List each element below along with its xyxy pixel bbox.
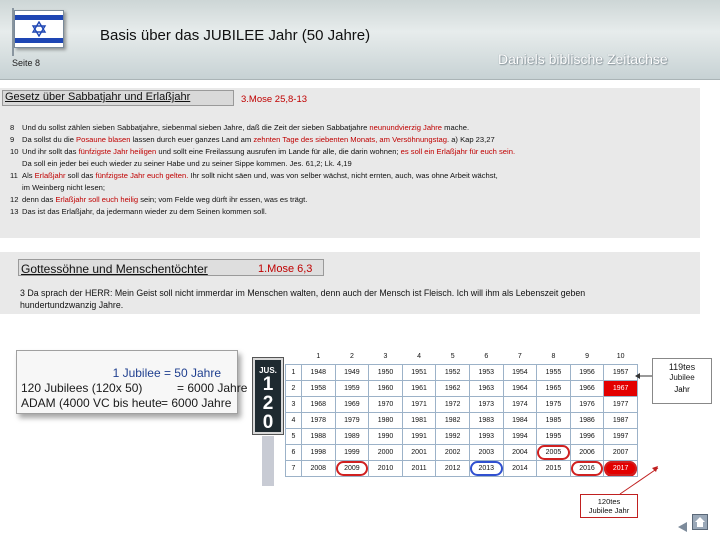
year-cell: 2010 [369, 461, 403, 477]
year-cell: 1989 [335, 429, 369, 445]
year-cell: 1957 [604, 365, 638, 381]
verse-text: und sollt eine Freilassung ausrufen im Lande für alle, die darin wohnen; [156, 147, 401, 156]
table-header-row [286, 349, 638, 365]
year-cell: 1980 [369, 413, 403, 429]
year-cell: 2003 [469, 445, 503, 461]
year-cell: 2007 [604, 445, 638, 461]
adam-line [21, 396, 232, 410]
verse-highlight: fünfzigste Jahr euch gelten. [95, 171, 189, 180]
year-cell: 2012 [436, 461, 470, 477]
jubilee-120-right: = 6000 Jahre [177, 381, 248, 395]
column-header: 4 [402, 349, 436, 365]
year-cell: 1996 [570, 429, 604, 445]
year-cell: 1971 [402, 397, 436, 413]
jubilee-summary-box [16, 350, 248, 414]
table-row [286, 429, 638, 445]
verse-number: 8 [10, 123, 15, 132]
law-reference: 3.Mose 25,8-13 [241, 94, 308, 105]
year-cell: 1999 [335, 445, 369, 461]
jubilee-120-line [21, 381, 248, 395]
verse-text: Als [22, 171, 35, 180]
verse-line [10, 135, 495, 144]
year-cell: 1960 [369, 381, 403, 397]
verse-text: im Weinberg nicht lesen; [22, 183, 106, 192]
law-panel [0, 88, 700, 238]
verse-line [10, 123, 469, 132]
year-cell: 1997 [604, 429, 638, 445]
sign-post [262, 436, 274, 486]
year-cell: 2015 [537, 461, 571, 477]
sons-text-line-2: hundertundzwanzig Jahre. [20, 300, 124, 310]
verse-text: lassen durch euer ganzes Land am [130, 135, 254, 144]
verse-text: Da soll ein jeder bei euch wieder zu seiner Habe und zu seiner Sippe kommen. Jes. 61,2; Lk. 4,19 [22, 159, 352, 168]
year-cell: 1981 [402, 413, 436, 429]
callout-119-title: 119tes [668, 362, 696, 372]
year-cell: 1952 [436, 365, 470, 381]
year-cell: 1972 [436, 397, 470, 413]
column-header: 10 [604, 349, 638, 365]
year-cell: 2013 [469, 461, 503, 477]
verse-number: 13 [10, 207, 19, 216]
year-cell: 1961 [402, 381, 436, 397]
arrow-up-icon [600, 466, 660, 496]
year-cell: 1968 [302, 397, 336, 413]
verse-line [10, 171, 498, 180]
column-header: 3 [369, 349, 403, 365]
verse-highlight: fünfzigste Jahr heiligen [78, 147, 157, 156]
year-cell: 2011 [402, 461, 436, 477]
row-label: 3 [286, 397, 302, 413]
year-cell: 1966 [570, 381, 604, 397]
table-corner [286, 349, 302, 365]
callout-119-label-2: Jahr [674, 385, 690, 394]
column-header: 9 [570, 349, 604, 365]
verse-highlight: neunundvierzig Jahre [369, 123, 443, 132]
page-subtitle: Daniels biblische Zeitachse [498, 51, 668, 67]
jubilee-120-left: 120 Jubilees (120x 50) [21, 381, 143, 395]
verse-line [10, 183, 105, 192]
year-cell: 1988 [302, 429, 336, 445]
row-label: 6 [286, 445, 302, 461]
row-label: 5 [286, 429, 302, 445]
year-cell: 1954 [503, 365, 537, 381]
year-cell: 1985 [537, 413, 571, 429]
year-cell: 1951 [402, 365, 436, 381]
year-cell: 1991 [402, 429, 436, 445]
year-cell: 1964 [503, 381, 537, 397]
verse-highlight: zehnten Tage des siebenten Monats, am Versöhnungstag [253, 135, 447, 144]
sons-reference: 1.Mose 6,3 [258, 263, 313, 275]
adam-right: = 6000 Jahre [161, 396, 232, 410]
year-cell: 1982 [436, 413, 470, 429]
jubilee-definition: 1 Jubilee = 50 Jahre [112, 366, 221, 380]
year-cell: 1950 [369, 365, 403, 381]
verse-number: 12 [10, 195, 19, 204]
callout-119-label: Jubilee [669, 373, 695, 382]
column-header: 7 [503, 349, 537, 365]
table-row [286, 445, 638, 461]
year-cell: 1963 [469, 381, 503, 397]
year-cell: 1987 [604, 413, 638, 429]
verse-text: soll das [65, 171, 96, 180]
jubilee-120-callout [580, 494, 638, 518]
jubilee-sign-digit: 0 [262, 412, 274, 433]
year-cell: 1969 [335, 397, 369, 413]
year-cell: 1977 [604, 397, 638, 413]
year-cell: 2001 [402, 445, 436, 461]
sons-text-line-1: 3 Da sprach der HERR: Mein Geist soll nicht immerdar im Menschen walten, denn auch der Mensch ist Fleisch. Ich will ihm als Lebenszeit geben [20, 288, 586, 298]
year-cell: 1967 [604, 381, 638, 397]
row-label: 1 [286, 365, 302, 381]
table-row [286, 397, 638, 413]
year-cell: 2005 [537, 445, 571, 461]
table-row [286, 413, 638, 429]
year-cell: 1998 [302, 445, 336, 461]
verse-highlight: Erlaßjahr [34, 171, 66, 180]
column-header: 8 [537, 349, 571, 365]
year-cell: 1955 [537, 365, 571, 381]
verse-text: Ihr sollt nicht säen und, was von selber wächst, nicht ernten, auch, was ohne Arbeit wächst, [188, 171, 498, 180]
table-row [286, 381, 638, 397]
year-cell: 2009 [335, 461, 369, 477]
row-label: 2 [286, 381, 302, 397]
year-cell: 1992 [436, 429, 470, 445]
verse-number: 10 [10, 147, 19, 156]
verse-line [10, 207, 267, 216]
year-cell: 1978 [302, 413, 336, 429]
verse-text: Und ihr sollt das [22, 147, 79, 156]
jubilee-sign-label: JUS. [259, 366, 277, 375]
year-cell: 1949 [335, 365, 369, 381]
verse-text: Das ist das Erlaßjahr, da jedermann wieder zu dem Seinen kommen soll. [22, 207, 267, 216]
verse-highlight: Posaune blasen [76, 135, 131, 144]
verse-highlight: es soll ein Erlaßjahr für euch sein. [400, 147, 516, 156]
year-cell: 2016 [570, 461, 604, 477]
verse-text: . a) Kap 23,27 [446, 135, 495, 144]
year-cell: 1975 [537, 397, 571, 413]
verse-number: 9 [10, 135, 15, 144]
year-cell: 1995 [537, 429, 571, 445]
year-cell: 2006 [570, 445, 604, 461]
jubilee-year-table [285, 348, 638, 477]
year-cell: 1959 [335, 381, 369, 397]
adam-left: ADAM (4000 VC bis heute [21, 396, 162, 410]
year-cell: 1973 [469, 397, 503, 413]
callout-120-title: 120tes [597, 497, 621, 506]
year-cell: 2008 [302, 461, 336, 477]
verse-text: mache. [442, 123, 470, 132]
year-cell: 1986 [570, 413, 604, 429]
verse-text: Und du sollst zählen sieben Sabbatjahre, siebenmal sieben Jahre, daß die Zeit der sieben Sabbatjahre [22, 123, 370, 132]
year-cell: 1984 [503, 413, 537, 429]
verse-line [10, 147, 515, 156]
verse-highlight: Erlaßjahr soll euch heilig [55, 195, 139, 204]
column-header: 6 [469, 349, 503, 365]
jubilee-sign-digit: 2 [262, 393, 274, 414]
callout-120-label: Jubilee Jahr [588, 506, 630, 515]
year-cell: 1974 [503, 397, 537, 413]
sons-title: Gottessöhne und Menschentöchter [21, 262, 208, 276]
verse-text: Da sollst du die [22, 135, 77, 144]
page-number: Seite 8 [12, 58, 41, 68]
year-cell: 1976 [570, 397, 604, 413]
year-cell: 1993 [469, 429, 503, 445]
column-header: 2 [335, 349, 369, 365]
back-arrow-icon[interactable] [678, 522, 688, 532]
jubilee-sign [253, 358, 283, 434]
verse-number: 11 [10, 171, 18, 180]
arrow-left-icon [635, 370, 653, 382]
verse-text: denn das [22, 195, 56, 204]
verse-line [10, 195, 307, 204]
year-cell: 1970 [369, 397, 403, 413]
year-cell: 1990 [369, 429, 403, 445]
sons-panel [0, 252, 700, 314]
year-cell: 1994 [503, 429, 537, 445]
year-cell: 2017 [604, 461, 638, 477]
home-icon[interactable] [692, 514, 708, 530]
year-cell: 1979 [335, 413, 369, 429]
column-header: 5 [436, 349, 470, 365]
verse-line [10, 159, 352, 168]
year-cell: 1983 [469, 413, 503, 429]
law-title: Gesetz über Sabbatjahr und Erlaßjahr [5, 91, 191, 103]
table-row [286, 461, 638, 477]
year-cell: 1962 [436, 381, 470, 397]
year-cell: 2004 [503, 445, 537, 461]
year-cell: 2002 [436, 445, 470, 461]
year-cell: 1958 [302, 381, 336, 397]
jubilee-sign-digit: 1 [262, 374, 274, 395]
year-cell: 2014 [503, 461, 537, 477]
row-label: 4 [286, 413, 302, 429]
year-cell: 1948 [302, 365, 336, 381]
row-label: 7 [286, 461, 302, 477]
column-header: 1 [302, 349, 336, 365]
israel-flag-icon [14, 10, 64, 48]
jubilee-119-callout [652, 358, 712, 404]
year-cell: 1953 [469, 365, 503, 381]
year-cell: 2000 [369, 445, 403, 461]
year-cell: 1965 [537, 381, 571, 397]
year-cell: 1956 [570, 365, 604, 381]
page-title: Basis über das JUBILEE Jahr (50 Jahre) [100, 27, 371, 44]
verse-text: sein; vom Felde weg dürft ihr essen, was es trägt. [138, 195, 308, 204]
table-row [286, 365, 638, 381]
